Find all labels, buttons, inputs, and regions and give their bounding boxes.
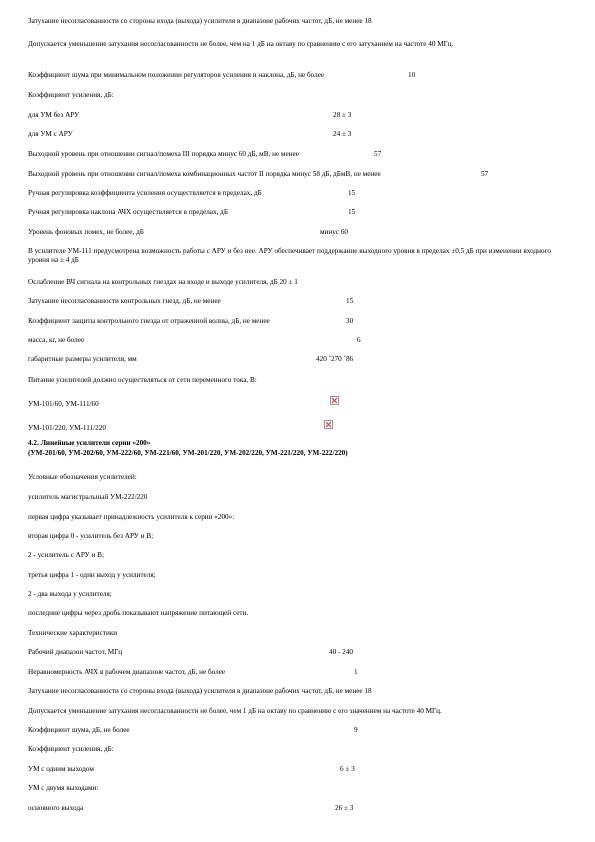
text-line: Допускается уменьшение затухания несогласованности не более, чем 1 дБ на октаву по сравнению с его значением на частоте 40 МГц. — [28, 707, 442, 715]
text-line: Уровень фоновых помех, не более, дБ — [28, 228, 144, 236]
text-line: Коэффициент усиления, дБ: — [28, 91, 114, 99]
value: 24 ± 3 — [333, 130, 352, 138]
value: 15 — [348, 208, 356, 216]
value: минус 60 — [320, 228, 349, 236]
text-line: 2 - два выхода у усилителя; — [28, 590, 112, 598]
text-line: Ручная регулировка наклона АЧХ осуществляется в пределах, дБ — [28, 208, 228, 216]
text-line: Рабочий диапазон частот, МГц — [28, 648, 123, 656]
value: 15 — [348, 189, 356, 197]
text-line: Затухание несогласованности со стороны входа (выхода) усилителя в диапазоне рабочих частот, дБ, не менее 18 — [28, 17, 372, 25]
text-line: вторая цифра 0 - усилитель без АРУ и В; — [28, 532, 154, 540]
text-line: УМ с одним выходом — [28, 765, 94, 773]
section-heading: 4.2. Линейные усилители серии «200» — [28, 439, 151, 447]
text-line: 2 - усилитель с АРУ и В; — [28, 551, 104, 559]
value: 40 - 240 — [329, 648, 353, 656]
text-line: для УМ с АРУ — [28, 130, 73, 138]
text-line: Коэффициент шума при минимальном положении регуляторов усиления и наклона, дБ, не более — [28, 71, 325, 79]
text-line: Затухание несогласованности со стороны входа (выхода) усилителя в диапазоне рабочих частот, дБ, не менее 18 — [28, 687, 372, 695]
section-subheading: (УМ-201/60, УМ-202/60, УМ-222/60, УМ-221/60, УМ-201/220, УМ-202/220, УМ-221/220, УМ-222/220) — [28, 449, 348, 457]
value: 9 — [354, 726, 358, 734]
text-line: Коэффициент шума, дБ, не более — [28, 726, 130, 734]
text-line: УМ с двумя выходами: — [28, 784, 99, 792]
text-line: Неравномерность АЧХ в рабочем диапазоне частот, дБ, не более — [28, 668, 226, 676]
value: 57 — [374, 150, 382, 158]
text-line: УМ-101/60, УМ-111/60 — [28, 400, 99, 408]
value: 420 ˚270 ˚86 — [316, 355, 354, 363]
text-paragraph: Допускается уменьшение затухания несогласованности не более, чем на 1 дБ на октаву по сравнению с его затуханием на частоте 40 МГц. — [28, 40, 454, 48]
text-line: Коэффициент защиты контрольного гнезда от отраженной волны, дБ, не менее — [28, 317, 270, 325]
text-paragraph: В усилителе УМ-111 предусмотрена возможность работы с АРУ и без нее. АРУ обеспечивает поддержание выходного уровня в пределах ±0,5 дБ при изменении входного уровня на ± 4 дБ — [28, 247, 551, 264]
broken-image-icon — [330, 396, 339, 405]
value: 6 ± 3 — [340, 765, 355, 773]
text-line: Технические характеристики — [28, 629, 118, 637]
text-line: Условные обозначения усилителей: — [28, 473, 137, 481]
text-line: третья цифра 1 - один выход у усилителя; — [28, 571, 156, 579]
text-line: для УМ без АРУ — [28, 111, 80, 119]
value: 1 — [354, 668, 358, 676]
value: 6 — [357, 336, 361, 344]
text-line: Коэффициент усиления, дБ: — [28, 745, 114, 753]
broken-image-icon — [324, 420, 333, 429]
value: 30 — [346, 317, 354, 325]
value: 10 — [408, 71, 416, 79]
text-line: габаритные размеры усилителя, мм — [28, 355, 137, 363]
value: 15 — [346, 297, 354, 305]
text-line: первая цифра указывает принадлежность усилителя к серии «200»: — [28, 513, 235, 521]
text-line: последние цифры через дробь показывают напряжение питающей сети. — [28, 609, 249, 617]
text-line: Выходной уровень при отношении сигнал/помеха комбинационных частот II порядка минус 58 дБ, дБмВ, не менее — [28, 170, 381, 178]
text-line: Ручная регулировка коэффициента усиления осуществляется в пределах, дБ — [28, 189, 262, 197]
value: 26 ± 3 — [335, 804, 354, 812]
text-line: Выходной уровень при отношении сигнал/помеха III порядка минус 60 дБ, мВ, не менее — [28, 150, 299, 158]
text-line: масса, кг, не более — [28, 336, 85, 344]
text-line: Ослабление ВЧ сигнала на контрольных гнездах на входе и выходе усилителя, дБ 20 ± 1 — [28, 278, 298, 286]
text-line: основного выхода — [28, 804, 84, 812]
text-line: Питание усилителей должно осуществляться от сети переменного тока, В: — [28, 376, 257, 384]
text-line: УМ-101/220, УМ-111/220 — [28, 424, 106, 432]
text-line: усилитель магистральный УМ-222/220 — [28, 493, 148, 501]
text-line: Затухание несогласованности контрольных гнезд, дБ, не менее — [28, 297, 221, 305]
value: 28 ± 3 — [333, 111, 352, 119]
value: 57 — [481, 170, 489, 178]
